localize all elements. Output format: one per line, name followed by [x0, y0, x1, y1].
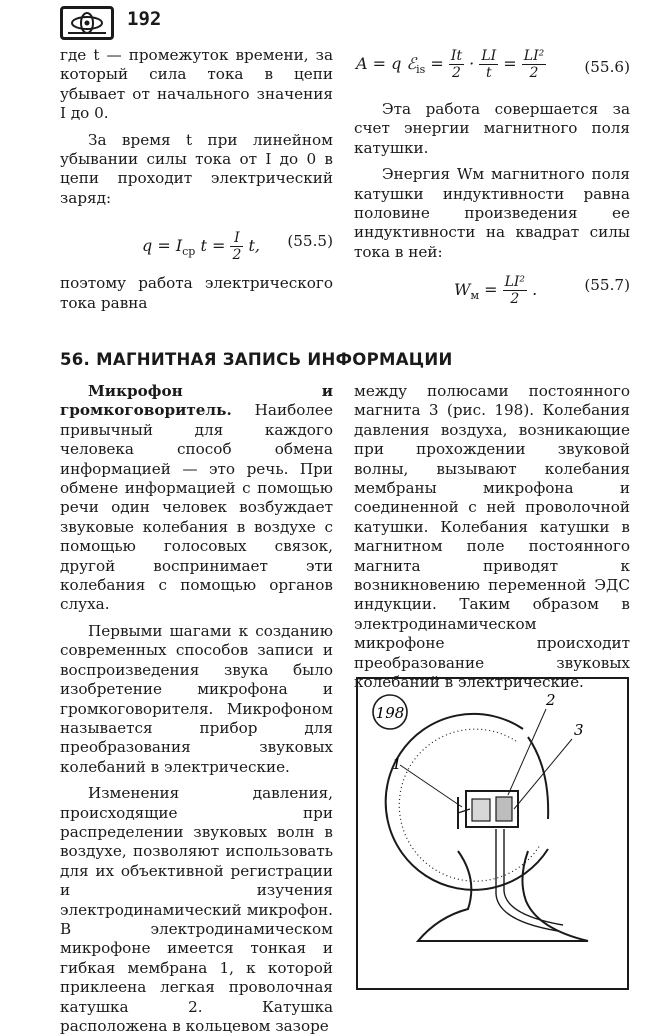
microphone-diagram — [358, 679, 627, 988]
fraction-top: LI — [481, 48, 497, 64]
fraction-bottom: 2 — [529, 65, 539, 81]
paragraph-body: Наиболее привычный для каждого человека способ обмена информацией — это речь. При обмене информацией с помощью речи один человек возбуждает звуковые колебания в воздухе с помощью голосовых связок, другой воспринимает эти колебания с помощью органов слуха. — [60, 401, 333, 614]
fraction — [503, 274, 527, 307]
magnet-core — [496, 797, 512, 821]
formula-tail: t, — [248, 236, 260, 256]
right-column-bottom — [354, 382, 630, 693]
paragraph — [60, 382, 333, 615]
fraction-bottom: 2 — [232, 247, 242, 264]
fraction-top: LI² — [504, 274, 526, 291]
coil — [472, 799, 490, 821]
fraction-bottom: t — [485, 65, 492, 81]
leader-2 — [508, 709, 546, 795]
paragraph: Энергия Wм магнитного поля катушки индуктивности равна половине произведения ее индуктивности на квадрат силы тока в ней: — [354, 165, 630, 261]
formula-equals: = — [503, 54, 517, 73]
formula-tail: . — [532, 280, 538, 300]
stand — [418, 851, 588, 941]
fraction-top: LI² — [523, 48, 545, 64]
formula-mid: t = — [200, 236, 226, 256]
paragraph: Изменения давления, происходящие при распределении звуковых волн в воздухе, позволяют использовать для их объективной регистрации и изучения электродинамический микрофон. В электродинамическом микрофоне имеется тонкая и гибкая мембрана 1, к которой приклеена легкая проволочная катушка 2. Катушка расположена в кольцевом зазоре — [60, 784, 333, 1035]
formula-equals: = — [430, 54, 444, 73]
formula-dot: · — [469, 54, 475, 73]
figure-198-microphone — [356, 677, 629, 990]
formula-55-6 — [354, 46, 630, 92]
label-2: 2 — [546, 691, 556, 709]
left-column-bottom — [60, 382, 333, 1036]
section-title: 56. МАГНИТНАЯ ЗАПИСЬ ИНФОРМАЦИИ — [60, 350, 453, 369]
formula-lhs: q = I — [142, 236, 183, 256]
fraction-bottom: 2 — [510, 291, 520, 308]
fraction-top: It — [450, 48, 463, 64]
left-column-top — [60, 46, 333, 313]
leader-1 — [400, 765, 462, 807]
leader-3 — [514, 739, 572, 809]
figure-number: 198 — [375, 704, 405, 722]
formula-subscript: м — [470, 289, 480, 303]
paragraph: поэтому работа электрического тока равна — [60, 274, 333, 312]
fraction — [230, 230, 243, 263]
fraction-top: I — [230, 230, 243, 247]
logo-ornament-icon — [63, 9, 111, 37]
label-3: 3 — [574, 721, 584, 739]
formula-55-7 — [354, 268, 630, 312]
equation-number: (55.7) — [584, 276, 630, 295]
fraction — [522, 48, 546, 81]
fraction — [449, 48, 464, 81]
equation-number: (55.6) — [584, 58, 630, 76]
paragraph: где t — промежуток времени, за который сила тока в цепи убывает от начального значения I до 0. — [60, 46, 333, 123]
fraction — [479, 48, 498, 81]
formula-subscript: is — [416, 63, 426, 77]
label-1: 1 — [392, 755, 402, 773]
paragraph-lead: Микрофон и громкоговоритель. — [60, 382, 333, 420]
formula-lhs: W — [454, 280, 471, 300]
figure-number-badge — [373, 695, 407, 729]
paragraph: между полюсами постоянного магнита 3 (рис. 198). Колебания давления воздуха, возникающие при прохождении звуковой волны, вызывают колебания мембраны микрофона и соединенной с ней проволочной катушки. Колебания катушки в магнитном поле постоянного магнита приводят к возникновению переменной ЭДС индукции. Таким образом в электродинамическом микрофоне происходит преобразование звуковых колебаний в электрические. — [354, 382, 630, 692]
formula-lhs: A = q ℰ — [356, 54, 417, 73]
right-column-top — [354, 46, 630, 312]
formula-55-5 — [60, 220, 333, 264]
equation-number: (55.5) — [287, 232, 333, 251]
paragraph: За время t при линейном убывании силы тока от I до 0 в цепи проходит электрический заряд: — [60, 130, 333, 207]
formula-subscript: ср — [182, 245, 196, 259]
publisher-logo — [60, 6, 114, 40]
housing-right-rim — [528, 737, 548, 819]
fraction-bottom: 2 — [452, 65, 461, 81]
paragraph: Первыми шагами к созданию современных способов записи и воспроизведения звука было изобретение микрофона и громкоговорителя. Микрофоном называется прибор для преобразования звуковых колебаний в электрические. — [60, 621, 333, 776]
formula-equals: = — [484, 280, 498, 300]
paragraph: Эта работа совершается за счет энергии магнитного поля катушки. — [354, 100, 630, 157]
page-number: 192 — [127, 8, 162, 30]
